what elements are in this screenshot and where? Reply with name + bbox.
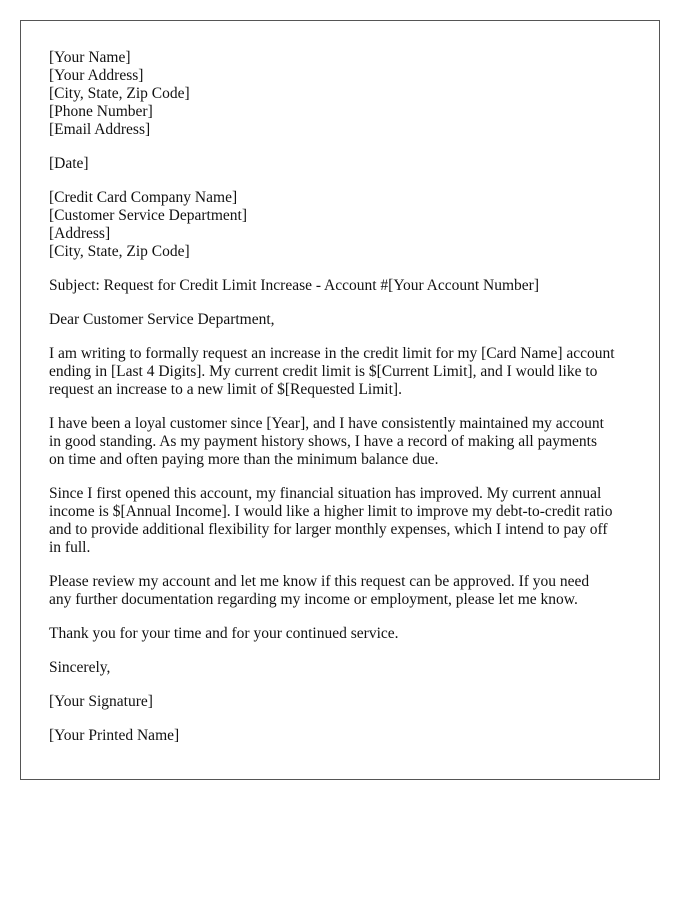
body-paragraph-3 [49, 485, 639, 557]
subject-block [49, 277, 639, 295]
paragraph-line: Thank you for your time and for your continued service. [49, 625, 399, 642]
date-block [49, 155, 639, 173]
paragraph-line: I have been a loyal customer since [Year], and I have consistently maintained my account [49, 415, 604, 432]
letter-salutation: Dear Customer Service Department, [49, 311, 275, 328]
recipient-department: [Customer Service Department] [49, 207, 247, 224]
sender-phone: [Phone Number] [49, 103, 153, 120]
letter-page [20, 20, 660, 780]
letter-content [49, 49, 639, 761]
paragraph-line: in full. [49, 539, 91, 556]
body-paragraph-4 [49, 573, 639, 609]
body-paragraph-1 [49, 345, 639, 399]
letter-subject: Subject: Request for Credit Limit Increase - Account #[Your Account Number] [49, 277, 540, 294]
paragraph-line: Please review my account and let me know if this request can be approved. If you need [49, 573, 590, 590]
sender-email: [Email Address] [49, 121, 151, 138]
letter-signature: [Your Signature] [49, 693, 153, 710]
signature-block [49, 693, 639, 711]
recipient-city-state-zip: [City, State, Zip Code] [49, 243, 190, 260]
paragraph-line: and to provide additional flexibility for larger monthly expenses, which I intend to pay off [49, 521, 608, 538]
paragraph-line: I am writing to formally request an increase in the credit limit for my [Card Name] account [49, 345, 615, 362]
salutation-block [49, 311, 639, 329]
sender-block [49, 49, 639, 139]
paragraph-line: in good standing. As my payment history shows, I have a record of making all payments [49, 433, 598, 450]
paragraph-line: ending in [Last 4 Digits]. My current credit limit is $[Current Limit], and I would like to [49, 363, 598, 380]
paragraph-line: income is $[Annual Income]. I would like a higher limit to improve my debt-to-credit ratio [49, 503, 613, 520]
body-paragraph-2 [49, 415, 639, 469]
printed-name-block [49, 727, 639, 745]
recipient-address: [Address] [49, 225, 111, 242]
paragraph-line: on time and often paying more than the minimum balance due. [49, 451, 439, 468]
sender-city-state-zip: [City, State, Zip Code] [49, 85, 190, 102]
paragraph-line: Since I first opened this account, my financial situation has improved. My current annual [49, 485, 602, 502]
recipient-company: [Credit Card Company Name] [49, 189, 238, 206]
recipient-block [49, 189, 639, 261]
letter-date: [Date] [49, 155, 89, 172]
sender-address: [Your Address] [49, 67, 144, 84]
paragraph-line: any further documentation regarding my income or employment, please let me know. [49, 591, 578, 608]
paragraph-line: request an increase to a new limit of $[Requested Limit]. [49, 381, 402, 398]
body-paragraph-5 [49, 625, 639, 643]
letter-closing: Sincerely, [49, 659, 111, 676]
sender-name: [Your Name] [49, 49, 131, 66]
closing-block [49, 659, 639, 677]
letter-printed-name: [Your Printed Name] [49, 727, 180, 744]
